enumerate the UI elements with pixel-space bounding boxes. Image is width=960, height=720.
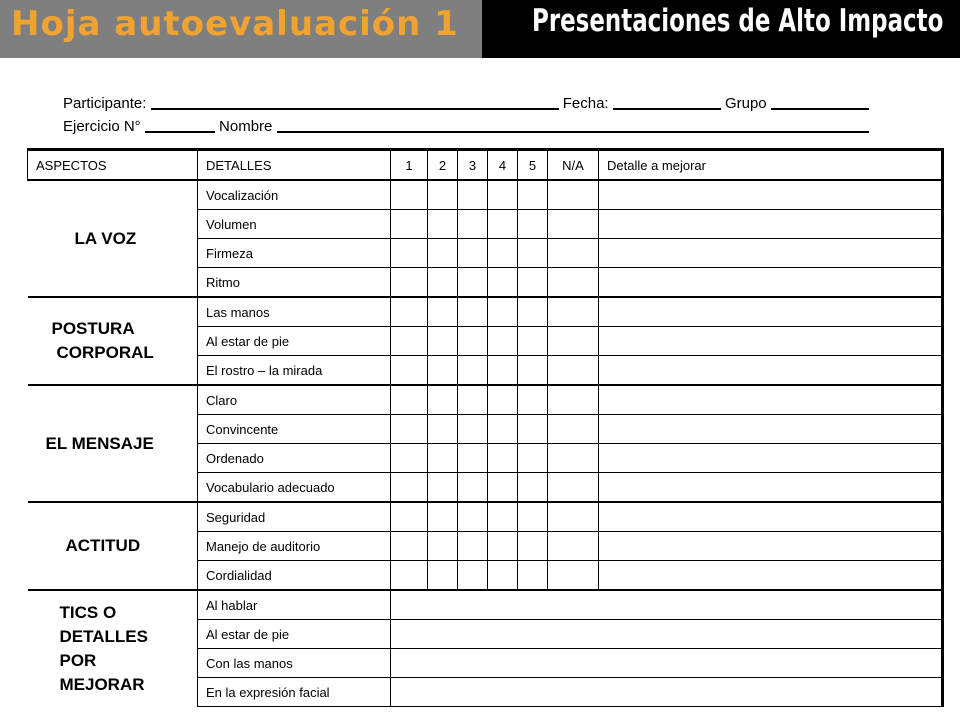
table-row — [28, 297, 943, 327]
detail-cell: Seguridad — [198, 502, 391, 532]
score-na-cell[interactable] — [548, 268, 599, 298]
improve-cell[interactable] — [599, 356, 943, 386]
fields-row-2 — [63, 116, 869, 135]
score-na-cell[interactable] — [548, 327, 599, 356]
score-4-cell[interactable] — [488, 415, 518, 444]
improve-cell[interactable] — [599, 473, 943, 503]
col-header-na: N/A — [548, 150, 599, 181]
score-4-cell[interactable] — [488, 297, 518, 327]
score-2-cell[interactable] — [428, 210, 458, 239]
improve-cell[interactable] — [599, 297, 943, 327]
detail-cell: El rostro – la mirada — [198, 356, 391, 386]
improve-cell[interactable] — [599, 239, 943, 268]
fecha-label: Fecha: — [562, 95, 609, 112]
score-4-cell[interactable] — [488, 210, 518, 239]
score-3-cell[interactable] — [458, 415, 488, 444]
score-5-cell[interactable] — [518, 561, 548, 591]
nombre-label: Nombre — [219, 118, 273, 135]
score-2-cell[interactable] — [428, 239, 458, 268]
grupo-label: Grupo — [724, 95, 767, 112]
notes-cell[interactable] — [391, 590, 943, 620]
score-5-cell[interactable] — [518, 297, 548, 327]
ejercicio-label: Ejercicio N° — [63, 118, 141, 135]
score-2-cell[interactable] — [428, 385, 458, 415]
detail-cell: Convincente — [198, 415, 391, 444]
header-row — [28, 150, 943, 181]
col-header-4: 4 — [488, 150, 518, 181]
ejercicio-field[interactable] — [145, 116, 215, 133]
aspect-postura-corporal — [28, 297, 198, 385]
nombre-field[interactable] — [277, 116, 869, 133]
detail-cell: Claro — [198, 385, 391, 415]
score-3-cell[interactable] — [458, 327, 488, 356]
col-header-2: 2 — [428, 150, 458, 181]
score-5-cell[interactable] — [518, 210, 548, 239]
score-2-cell[interactable] — [428, 532, 458, 561]
fields-row-1 — [63, 93, 869, 112]
score-2-cell[interactable] — [428, 561, 458, 591]
score-1-cell[interactable] — [391, 473, 428, 503]
score-2-cell[interactable] — [428, 415, 458, 444]
score-na-cell[interactable] — [548, 385, 599, 415]
score-2-cell[interactable] — [428, 502, 458, 532]
detail-cell: Al hablar — [198, 590, 391, 620]
course-title: Presentaciones de Alto Impacto — [532, 3, 944, 39]
detail-cell: En la expresión facial — [198, 678, 391, 707]
score-3-cell[interactable] — [458, 297, 488, 327]
score-1-cell[interactable] — [391, 180, 428, 210]
detail-cell: Al estar de pie — [198, 327, 391, 356]
score-5-cell[interactable] — [518, 415, 548, 444]
score-5-cell[interactable] — [518, 532, 548, 561]
score-1-cell[interactable] — [391, 210, 428, 239]
table-row — [28, 385, 943, 415]
col-header-3: 3 — [458, 150, 488, 181]
score-4-cell[interactable] — [488, 385, 518, 415]
score-4-cell[interactable] — [488, 327, 518, 356]
detail-cell: Vocabulario adecuado — [198, 473, 391, 503]
score-2-cell[interactable] — [428, 297, 458, 327]
score-3-cell[interactable] — [458, 473, 488, 503]
score-4-cell[interactable] — [488, 502, 518, 532]
score-na-cell[interactable] — [548, 444, 599, 473]
score-1-cell[interactable] — [391, 415, 428, 444]
col-header-detalles: DETALLES — [198, 150, 391, 181]
improve-cell[interactable] — [599, 415, 943, 444]
detail-cell: Las manos — [198, 297, 391, 327]
score-4-cell[interactable] — [488, 180, 518, 210]
detail-cell: Manejo de auditorio — [198, 532, 391, 561]
aspect-line: TICS O — [59, 602, 117, 622]
improve-cell[interactable] — [599, 532, 943, 561]
score-4-cell[interactable] — [488, 444, 518, 473]
improve-cell[interactable] — [599, 502, 943, 532]
score-1-cell[interactable] — [391, 268, 428, 298]
score-5-cell[interactable] — [518, 239, 548, 268]
notes-cell[interactable] — [391, 678, 943, 707]
improve-cell[interactable] — [599, 268, 943, 298]
score-2-cell[interactable] — [428, 180, 458, 210]
table-row — [28, 180, 943, 210]
score-4-cell[interactable] — [488, 268, 518, 298]
score-na-cell[interactable] — [548, 210, 599, 239]
score-5-cell[interactable] — [518, 473, 548, 503]
detail-cell: Cordialidad — [198, 561, 391, 591]
score-1-cell[interactable] — [391, 385, 428, 415]
score-5-cell[interactable] — [518, 356, 548, 386]
aspect-line: POR — [59, 650, 97, 670]
score-2-cell[interactable] — [428, 268, 458, 298]
score-2-cell[interactable] — [428, 356, 458, 386]
aspect-la-voz: LA VOZ — [28, 180, 198, 297]
score-5-cell[interactable] — [518, 444, 548, 473]
table-row — [28, 590, 943, 620]
evaluation-table — [27, 148, 944, 707]
col-header-1: 1 — [391, 150, 428, 181]
score-4-cell[interactable] — [488, 473, 518, 503]
score-na-cell[interactable] — [548, 239, 599, 268]
header-left-panel — [0, 0, 482, 58]
score-3-cell[interactable] — [458, 356, 488, 386]
score-1-cell[interactable] — [391, 356, 428, 386]
detail-cell: Firmeza — [198, 239, 391, 268]
notes-cell[interactable] — [391, 620, 943, 649]
score-1-cell[interactable] — [391, 297, 428, 327]
aspect-line: POSTURA — [51, 319, 135, 338]
participante-label: Participante: — [63, 95, 147, 112]
score-3-cell[interactable] — [458, 268, 488, 298]
score-4-cell[interactable] — [488, 532, 518, 561]
col-header-detalle-mejorar: Detalle a mejorar — [599, 150, 943, 181]
score-5-cell[interactable] — [518, 180, 548, 210]
score-3-cell[interactable] — [458, 180, 488, 210]
aspect-el-mensaje: EL MENSAJE — [28, 385, 198, 502]
improve-cell[interactable] — [599, 444, 943, 473]
sheet-title: Hoja autoevaluación 1 — [11, 4, 459, 44]
score-1-cell[interactable] — [391, 444, 428, 473]
detail-cell: Ordenado — [198, 444, 391, 473]
score-na-cell[interactable] — [548, 180, 599, 210]
detail-cell: Vocalización — [198, 180, 391, 210]
score-3-cell[interactable] — [458, 561, 488, 591]
detail-cell: Ritmo — [198, 268, 391, 298]
score-2-cell[interactable] — [428, 473, 458, 503]
improve-cell[interactable] — [599, 180, 943, 210]
score-1-cell[interactable] — [391, 239, 428, 268]
score-4-cell[interactable] — [488, 561, 518, 591]
score-2-cell[interactable] — [428, 444, 458, 473]
fecha-field[interactable] — [613, 93, 721, 110]
aspect-line: DETALLES — [59, 626, 148, 646]
header-right-panel — [482, 0, 960, 58]
score-1-cell[interactable] — [391, 502, 428, 532]
improve-cell[interactable] — [599, 561, 943, 591]
table-row — [28, 502, 943, 532]
improve-cell[interactable] — [599, 210, 943, 239]
score-1-cell[interactable] — [391, 327, 428, 356]
score-3-cell[interactable] — [458, 532, 488, 561]
score-na-cell[interactable] — [548, 415, 599, 444]
detail-cell: Al estar de pie — [198, 620, 391, 649]
col-header-5: 5 — [518, 150, 548, 181]
score-na-cell[interactable] — [548, 297, 599, 327]
score-na-cell[interactable] — [548, 502, 599, 532]
grupo-field[interactable] — [771, 93, 869, 110]
aspect-line: CORPORAL — [56, 343, 154, 362]
score-3-cell[interactable] — [458, 444, 488, 473]
col-header-aspectos: ASPECTOS — [28, 150, 198, 181]
score-3-cell[interactable] — [458, 385, 488, 415]
participante-field[interactable] — [151, 93, 559, 110]
score-2-cell[interactable] — [428, 327, 458, 356]
score-3-cell[interactable] — [458, 239, 488, 268]
score-na-cell[interactable] — [548, 356, 599, 386]
detail-cell: Volumen — [198, 210, 391, 239]
score-3-cell[interactable] — [458, 502, 488, 532]
score-4-cell[interactable] — [488, 239, 518, 268]
score-5-cell[interactable] — [518, 268, 548, 298]
score-3-cell[interactable] — [458, 210, 488, 239]
score-na-cell[interactable] — [548, 532, 599, 561]
score-1-cell[interactable] — [391, 561, 428, 591]
score-4-cell[interactable] — [488, 356, 518, 386]
score-5-cell[interactable] — [518, 327, 548, 356]
score-5-cell[interactable] — [518, 385, 548, 415]
score-na-cell[interactable] — [548, 473, 599, 503]
score-5-cell[interactable] — [518, 502, 548, 532]
aspect-line: MEJORAR — [59, 674, 145, 694]
improve-cell[interactable] — [599, 327, 943, 356]
aspect-tics — [28, 590, 198, 707]
score-1-cell[interactable] — [391, 532, 428, 561]
detail-cell: Con las manos — [198, 649, 391, 678]
improve-cell[interactable] — [599, 385, 943, 415]
score-na-cell[interactable] — [548, 561, 599, 591]
aspect-actitud: ACTITUD — [28, 502, 198, 590]
notes-cell[interactable] — [391, 649, 943, 678]
